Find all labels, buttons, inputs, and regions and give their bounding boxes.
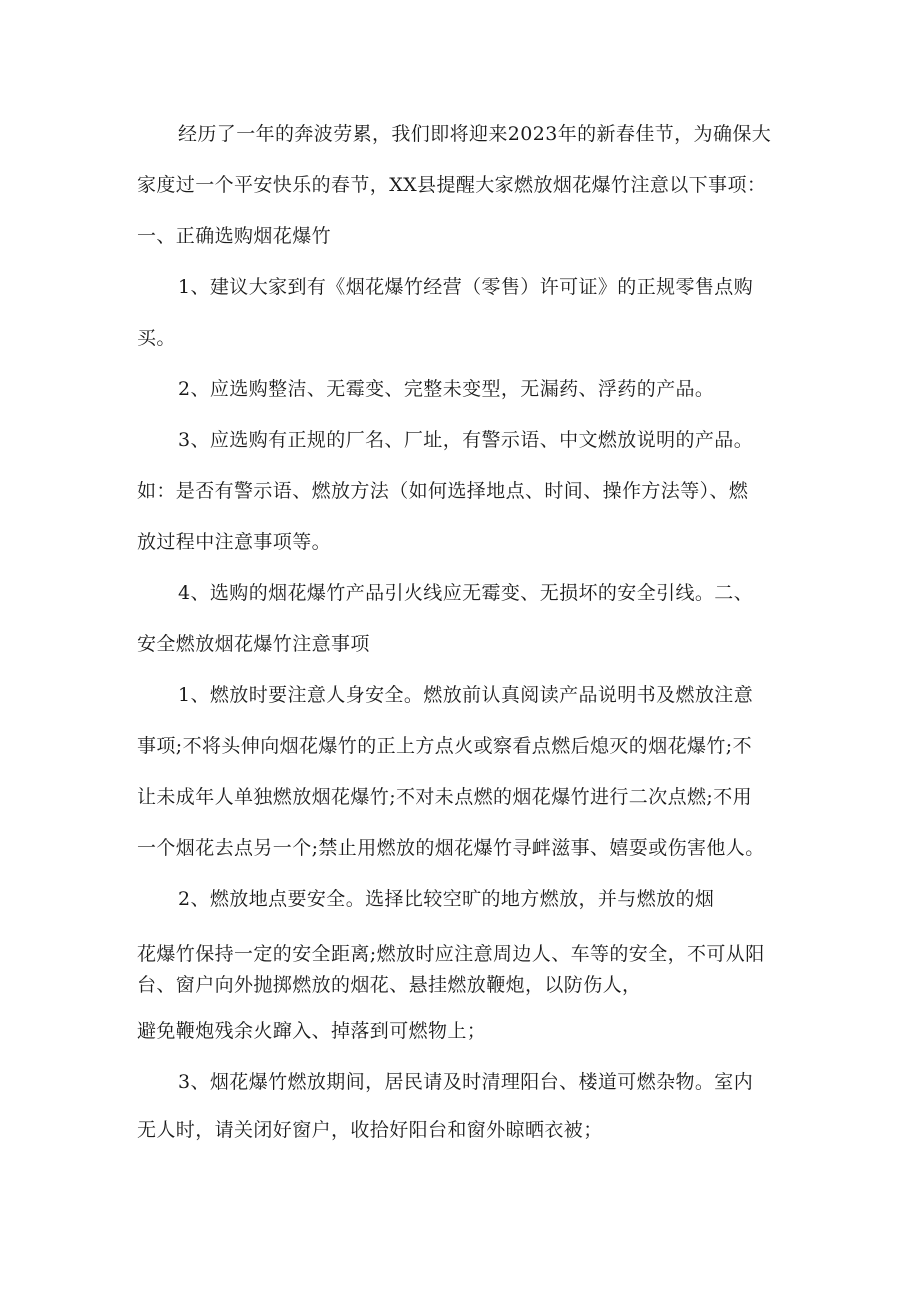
text-line: 放过程中注意事项等。 (137, 531, 332, 553)
text-line: 无人时，请关闭好窗户，收拾好阳台和窗外晾晒衣被； (137, 1119, 603, 1141)
section-heading: 安全燃放烟花爆竹注意事项 (137, 633, 370, 655)
text-line: 事项;不将头伸向烟花爆竹的正上方点火或察看点燃后熄灭的烟花爆竹;不 (137, 735, 753, 757)
text-line: 家度过一个平安快乐的春节，XX县提醒大家燃放烟花爆竹注意以下事项： (137, 174, 767, 196)
text-line: 让未成年人单独燃放烟花爆竹;不对未点燃的烟花爆竹进行二次点燃;不用 (137, 786, 753, 808)
text-line: 避免鞭炮残余火蹿入、掉落到可燃物上； (137, 1020, 487, 1042)
text-line: 4、选购的烟花爆竹产品引火线应无霉变、无损坏的安全引线。二、 (178, 582, 754, 604)
text-line: 3、应选购有正规的厂名、厂址，有警示语、中文燃放说明的产品。 (178, 429, 754, 451)
text-line: 3、烟花爆竹燃放期间，居民请及时清理阳台、楼道可燃杂物。室内 (178, 1071, 754, 1093)
text-line: 台、窗户向外抛掷燃放的烟花、悬挂燃放鞭炮，以防伤人， (137, 974, 642, 996)
text-line: 2、应选购整洁、无霉变、完整未变型，无漏药、浮药的产品。 (178, 378, 715, 400)
text-line: 花爆竹保持一定的安全距离;燃放时应注意周边人、车等的安全，不可从阳 (137, 943, 765, 965)
text-line: 买。 (137, 327, 176, 349)
text-line: 经历了一年的奔波劳累，我们即将迎来2023年的新春佳节，为确保大 (178, 123, 772, 145)
text-line: 如：是否有警示语、燃放方法（如何选择地点、时间、操作方法等）、燃 (137, 480, 749, 502)
section-heading: 一、正确选购烟花爆竹 (137, 225, 332, 247)
text-line: 1、燃放时要注意人身安全。燃放前认真阅读产品说明书及燃放注意 (178, 684, 754, 706)
text-line: 一个烟花去点另一个;禁止用燃放的烟花爆竹寻衅滋事、嬉耍或伤害他人。 (137, 837, 765, 859)
text-line: 1、建议大家到有《烟花爆竹经营（零售）许可证》的正规零售点购 (178, 276, 754, 298)
text-line: 2、燃放地点要安全。选择比较空旷的地方燃放，并与燃放的烟 (178, 888, 715, 910)
